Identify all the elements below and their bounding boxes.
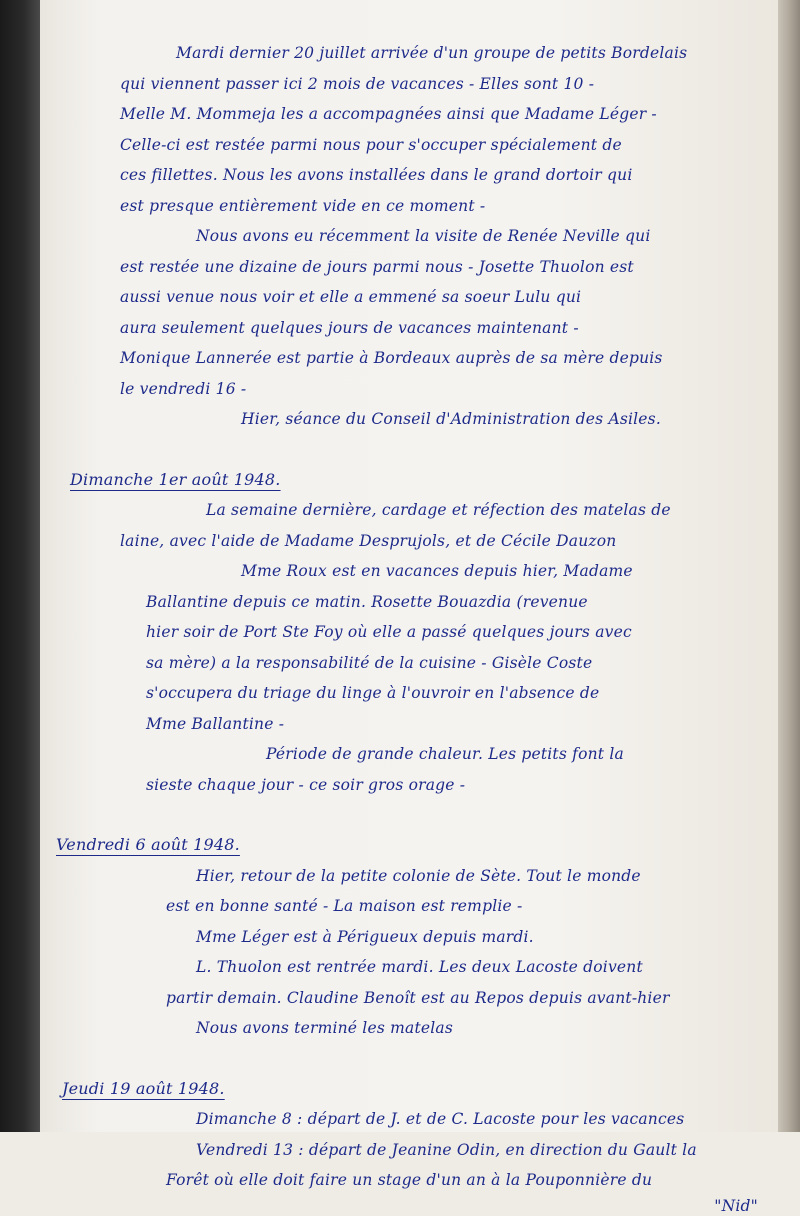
text-line: Vendredi 13 : départ de Jeanine Odin, en direction du Gault la: [196, 1140, 697, 1159]
journal-entry-2: [56, 465, 768, 801]
text-line: Monique Lannerée est partie à Bordeaux auprès de sa mère depuis: [120, 349, 663, 367]
text-line: ces fillettes. Nous les avons installées dans le grand dortoir qui: [120, 166, 633, 184]
page-stack-edge: [778, 0, 800, 1132]
text-line: Hier, retour de la petite colonie de Sète. Tout le monde: [196, 866, 641, 885]
text-line: Mme Léger est à Périgueux depuis mardi.: [196, 927, 534, 946]
journal-entry-1: [56, 38, 768, 435]
text-line: Mme Roux est en vacances depuis hier, Madame: [241, 562, 633, 580]
text-line: Celle-ci est restée parmi nous pour s'occuper spécialement de: [120, 135, 622, 154]
text-line: "Nid": [714, 1196, 758, 1215]
journal-entry-4: [56, 1074, 768, 1216]
text-line: qui viennent passer ici 2 mois de vacances - Elles sont 10 -: [120, 74, 595, 93]
text-line: est restée une dizaine de jours parmi nous - Josette Thuolon est: [120, 257, 634, 276]
text-line: Ballantine depuis ce matin. Rosette Bouazdia (revenue: [146, 592, 588, 611]
text-line: Dimanche 8 : départ de J. et de C. Lacoste pour les vacances: [196, 1110, 685, 1128]
notebook-binding: [0, 0, 40, 1132]
text-line: hier soir de Port Ste Foy où elle a passé quelques jours avec: [146, 623, 632, 641]
text-line: L. Thuolon est rentrée mardi. Les deux Lacoste doivent: [196, 958, 643, 976]
journal-entry-3: [56, 830, 768, 1044]
entry-date: Vendredi 6 août 1948.: [56, 835, 240, 854]
text-line: Forêt où elle doit faire un stage d'un an à la Pouponnière du: [166, 1171, 653, 1189]
entry-date: Dimanche 1er août 1948.: [70, 469, 281, 489]
handwritten-journal: [56, 38, 768, 1216]
text-line: est presque entièrement vide en ce moment -: [120, 196, 486, 215]
text-line: La semaine dernière, cardage et réfection des matelas de: [206, 501, 671, 519]
text-line: Nous avons eu récemment la visite de Renée Neville qui: [196, 227, 651, 245]
text-line: Hier, séance du Conseil d'Administration des Asiles.: [241, 410, 661, 428]
text-line: Nous avons terminé les matelas: [196, 1019, 454, 1037]
text-line: sa mère) a la responsabilité de la cuisine - Gisèle Coste: [146, 653, 593, 672]
text-line: sieste chaque jour - ce soir gros orage -: [146, 775, 466, 794]
entry-date: Jeudi 19 août 1948.: [62, 1078, 225, 1098]
text-line: Melle M. Mommeja les a accompagnées ainsi que Madame Léger -: [120, 105, 657, 123]
text-line: est en bonne santé - La maison est remplie -: [166, 897, 523, 915]
text-line: aussi venue nous voir et elle a emmené sa soeur Lulu qui: [120, 288, 582, 306]
text-line: partir demain. Claudine Benoît est au Repos depuis avant-hier: [166, 988, 670, 1007]
text-line: aura seulement quelques jours de vacances maintenant -: [120, 318, 579, 337]
text-line: Période de grande chaleur. Les petits font la: [266, 745, 624, 763]
text-line: s'occupera du triage du linge à l'ouvroir en l'absence de: [146, 684, 600, 702]
notebook-page: [40, 0, 778, 1215]
text-line: laine, avec l'aide de Madame Desprujols, et de Cécile Dauzon: [120, 531, 617, 550]
text-line: Mardi dernier 20 juillet arrivée d'un groupe de petits Bordelais: [176, 44, 688, 62]
text-line: Mme Ballantine -: [146, 714, 285, 733]
text-line: le vendredi 16 -: [120, 379, 247, 398]
